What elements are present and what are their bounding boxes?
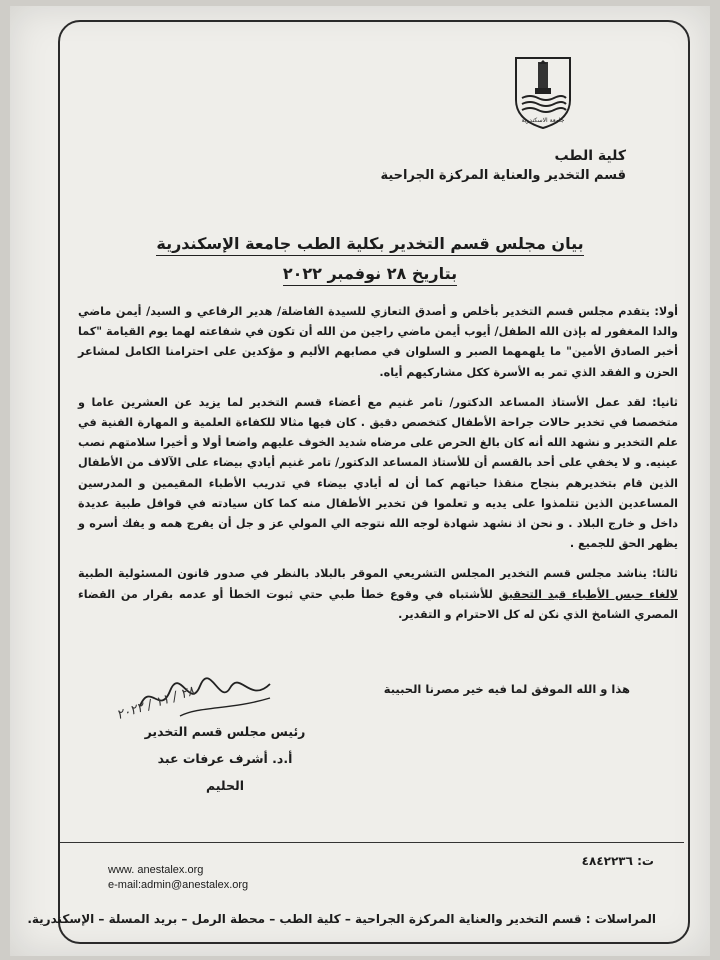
university-emblem — [510, 50, 576, 130]
email-link[interactable]: e-mail:admin@anestalex.org — [108, 879, 249, 891]
handwritten-date: ٢٨ / ١١ / ٢٠٢٢ — [114, 683, 197, 724]
document-page — [10, 6, 710, 956]
signatory-name: أ.د. أشرف عرفات عبد الحليم — [157, 751, 293, 793]
department-name: قسم التخدير والعناية المركزة الجراحية — [380, 168, 626, 183]
underlined-demand: لالغاء حبس الأطباء قيد التحقيق — [498, 587, 678, 601]
mailing-address: المراسلات : قسم التخدير والعناية المركزة الجراحية – كلية الطب – محطة الرمل – بريد المسلة – الإسكندرية. — [27, 912, 656, 926]
document-date: بتاريخ ٢٨ نوفمبر ٢٠٢٢ — [70, 264, 670, 283]
footer-divider — [60, 842, 684, 843]
closing-line: هذا و الله الموفق لما فيه خير مصرنا الحبيبة — [383, 682, 630, 696]
footer-contacts — [108, 863, 248, 893]
emblem-text: جامعة الاسكندرية — [521, 117, 565, 124]
document-title: بيان مجلس قسم التخدير بكلية الطب جامعة الإسكندرية — [70, 234, 670, 253]
phone-number: ت: ٤٨٤٢٢٣٦ — [581, 854, 654, 868]
statement-body — [78, 302, 678, 635]
website-link[interactable]: www. anestalex.org — [108, 864, 204, 876]
signatory-title: رئيس مجلس قسم التخدير — [144, 724, 306, 739]
paragraph-first: أولا: يتقدم مجلس قسم التخدير بأخلص و أصدق التعازي للسيدة الفاضلة/ هدير الرفاعي و السيد/ أيمن ماضي والدا المغفور له بإذن الله الطفل/ أيوب أيمن ماضي راجين من الله أن تكون في شفاعته لهما يوم القيامة "كما أخبر الصادق الأمين" ما يلهمهما الصبر و السلوان في مصابهم الأليم و مؤكدين على احترامنا الكامل لمشاعر الحزن و الفقد الذي تمر به الأسرة ككل مشاركيهم أياه. — [78, 305, 678, 379]
paragraph-third: ثالثا: يناشد مجلس قسم التخدير المجلس التشريعي الموقر بالبلاد بالنظر في صدور قانون المسئولية الطبية لالغاء حبس الأطباء قيد التحقيق للأشتباه في وقوع خطأ طبي حتي ثبوت الخطأ أو عدمه بقرار من القضاء المصري الشامخ الذي نكن له كل الاحترام و التقدير. — [78, 567, 678, 621]
paragraph-second: ثانيا: لقد عمل الأستاذ المساعد الدكتور/ تامر غنيم مع أعضاء قسم التخدير لما يزيد عن العشرين عاما و متخصصا في تخدير حالات جراحة الأطفال كتخصص دقيق . كان فيها مثالا للكفاءة العلمية و المهارة الفنية في علم التخدير و نشهد الله أنه كان بالغ الحرص على مرضاه شديد الخوف عليهم واضعا أولا و أخيرا سلامتهم نصب عينيه. و لا يخفي على أحد بالقسم أن للأستاذ المساعد الدكتور/ تامر غنيم أيادي بيضاء على الآلاف من الأطفال الذين قام بتخديرهم بنجاح منقذا حياتهم كما أن له أيادي بيضاء في تدريب الأطباء المقيمين و المدرسين المساعدين الذين تتلمذوا على يديه و تعلموا فن تخدير الأطفال منه كما كان سيادته في قوافل طبية عديدة داخل و خارج البلاد . و نحن اذ نشهد شهادة لوجه الله نتوجه الي المولي عز و جل أن يفرج همه و يفك أسره و يظهر الحق للجميع . — [78, 395, 678, 551]
signatory-block — [140, 718, 310, 799]
faculty-name: كلية الطب — [554, 148, 626, 164]
letterhead — [380, 146, 626, 186]
